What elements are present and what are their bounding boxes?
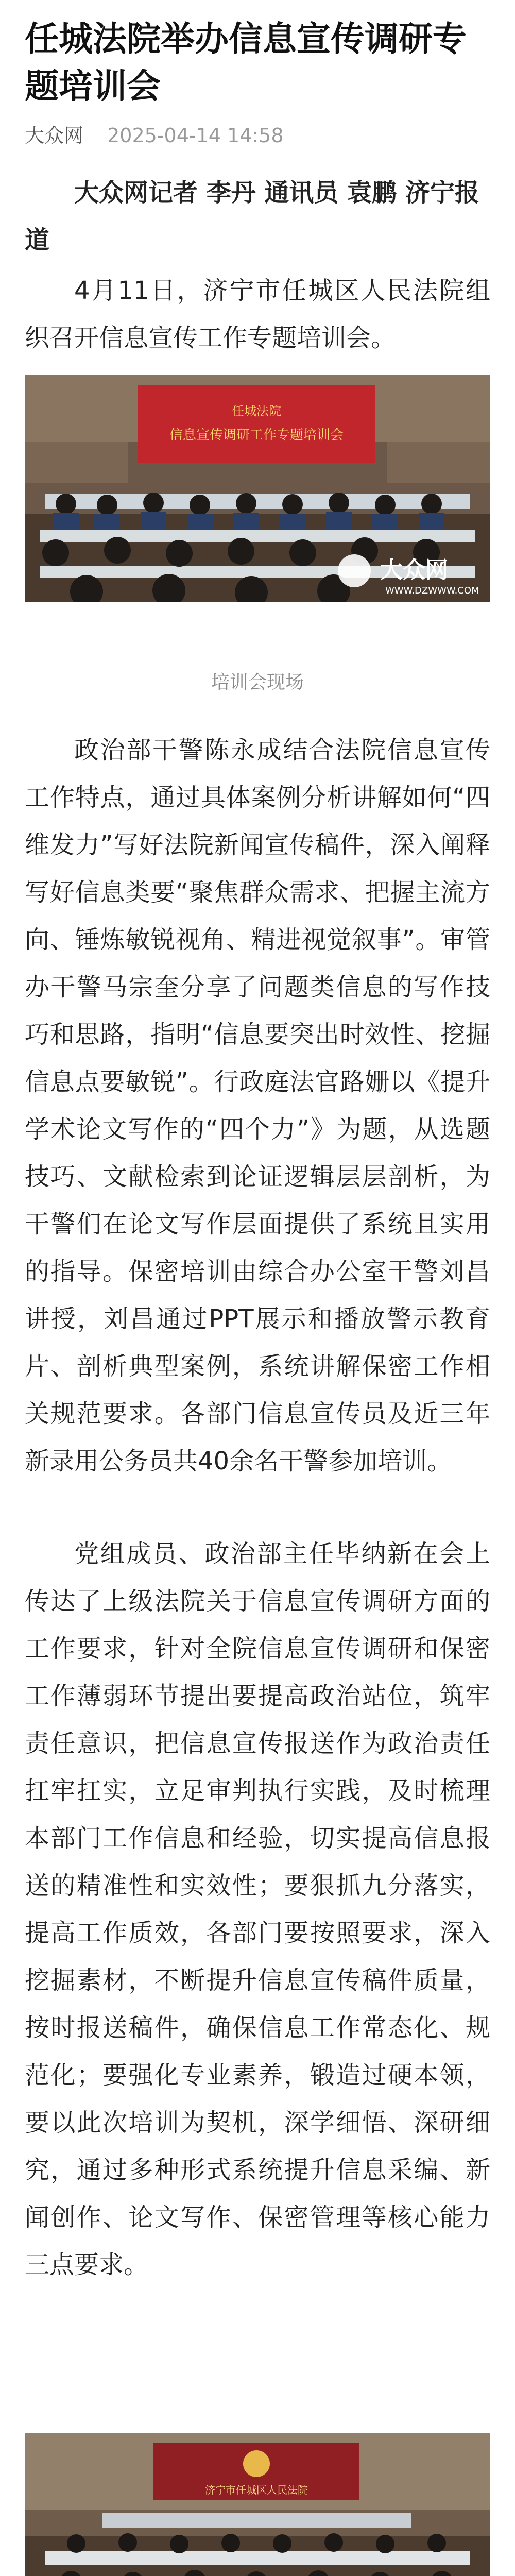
meeting-photo-1[interactable] — [25, 375, 490, 602]
article-paragraph-3: 党组成员、政治部主任毕纳新在会上传达了上级法院关于信息宣传调研方面的工作要求，针对全院信息宣传调研和保密工作薄弱环节提出要提高政治站位，筑牢责任意识，把信息宣传报送作为政治责任扛牢扛实，立足审判执行实践，及时梳理本部门工作信息和经验，切实提高信息报送的精准性和实效性；要狠抓九分落实，提高工作质效，各部门要按照要求，深入挖掘素材，不断提升信息宣传稿件质量，按时报送稿件，确保信息工作常态化、规范化；要强化专业素养，锻造过硬本领，要以此次培训为契机，深学细悟、深研细究，通过多种形式系统提升信息采编、新闻创作、论文写作、保密管理等核心能力三点要求。 — [25, 1539, 490, 2279]
article-byline: 大众网记者 李丹 通讯员 袁鹏 济宁报道 — [25, 178, 479, 255]
banner-line-2: 信息宣传调研工作专题培训会 — [169, 428, 344, 443]
watermark-url-1: WWW.DZWWW.COM — [385, 585, 479, 596]
watermark-brand-1: 大众网 — [380, 557, 448, 583]
meeting-photo-2-graphic — [25, 2433, 490, 2576]
article-source[interactable]: 大众网 — [25, 124, 84, 147]
article-paragraph-2: 政治部干警陈永成结合法院信息宣传工作特点，通过具体案例分析讲解如何“四维发力”写好法院新闻宣传稿件，深入阐释写好信息类要“聚焦群众需求、把握主流方向、锤炼敏锐视角、精进视觉叙事”。审管办干警马宗奎分享了问题类信息的写作技巧和思路，指明“信息要突出时效性、挖掘信息点要敏锐”。行政庭法官路姗以《提升学术论文写作的“四个力”》为题，从选题技巧、文献检索到论证逻辑层层剖析，为干警们在论文写作层面提供了系统且实用的指导。保密培训由综合办公室干警刘昌讲授，刘昌通过PPT展示和播放警示教育片、剖析典型案例，系统讲解保密工作相关规范要求。各部门信息宣传员及近三年新录用公务员共40余名干警参加培训。 — [25, 736, 490, 1476]
article-paragraph-intro: 4月11日，济宁市任城区人民法院组织召开信息宣传工作专题培训会。 — [25, 276, 490, 352]
article-meta — [25, 123, 284, 148]
meeting-photo-2[interactable] — [25, 2433, 490, 2576]
photo-caption-1: 培训会现场 — [211, 672, 304, 693]
article-title: 任城法院举办信息宣传调研专题培训会 — [25, 19, 467, 106]
banner-line-1: 任城法院 — [232, 404, 281, 418]
article-datetime: 2025-04-14 14:58 — [107, 124, 284, 147]
meeting-photo-1-graphic — [25, 375, 490, 602]
banner-line-3: 济宁市任城区人民法院 — [205, 2484, 308, 2496]
